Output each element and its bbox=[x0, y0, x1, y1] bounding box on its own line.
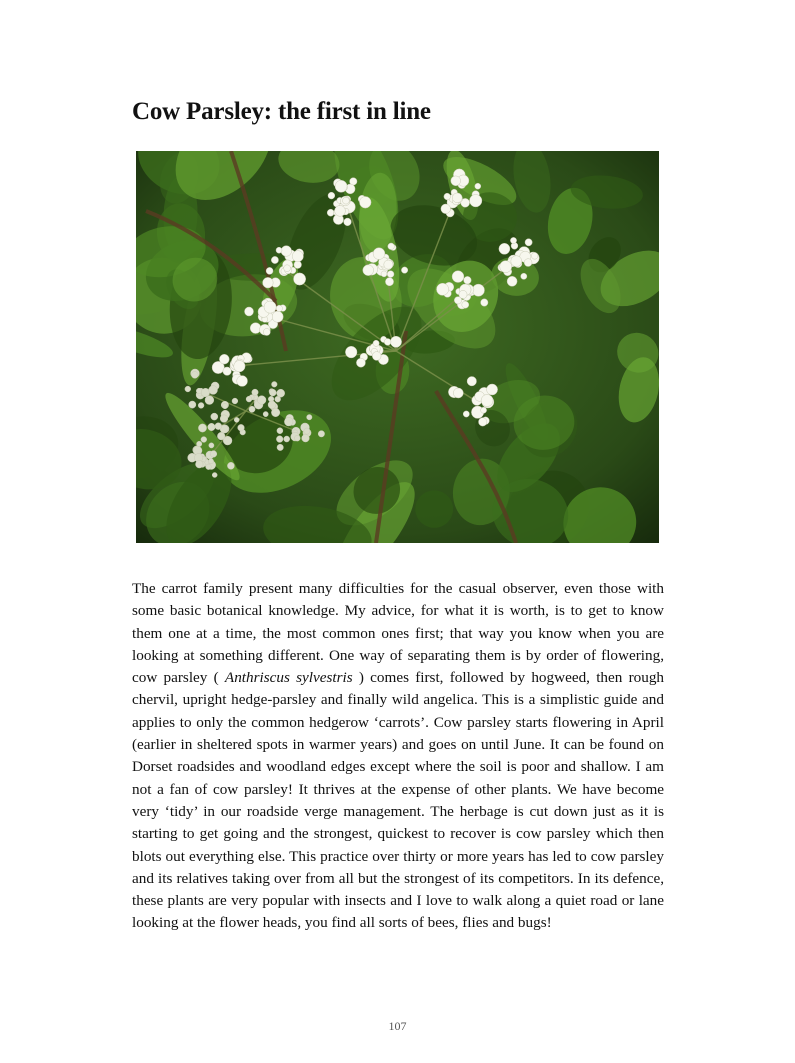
floret bbox=[223, 367, 231, 375]
floret bbox=[464, 276, 472, 284]
floret bbox=[304, 428, 310, 434]
floret bbox=[277, 389, 285, 397]
floret bbox=[271, 408, 279, 416]
floret bbox=[237, 376, 248, 387]
floret bbox=[277, 428, 283, 434]
floret bbox=[264, 301, 276, 313]
floret bbox=[525, 239, 532, 246]
floret bbox=[219, 354, 229, 364]
floret bbox=[387, 271, 394, 278]
species-name: Anthriscus sylvestris bbox=[224, 669, 353, 687]
floret bbox=[189, 401, 196, 408]
body-paragraph bbox=[132, 578, 664, 935]
floret bbox=[294, 273, 306, 285]
floret bbox=[209, 443, 214, 448]
floret bbox=[335, 180, 347, 192]
floret bbox=[208, 423, 215, 430]
floret bbox=[271, 256, 278, 263]
floret bbox=[463, 411, 469, 417]
floret bbox=[269, 389, 276, 396]
floret bbox=[250, 323, 261, 334]
floret bbox=[507, 276, 517, 286]
floret bbox=[459, 290, 467, 298]
floret bbox=[201, 388, 209, 396]
floret bbox=[232, 398, 238, 404]
floret bbox=[373, 340, 379, 346]
floret bbox=[201, 437, 207, 443]
floret bbox=[372, 352, 381, 361]
floret bbox=[234, 361, 245, 372]
floret bbox=[276, 247, 282, 253]
floret bbox=[292, 251, 303, 262]
floret bbox=[328, 192, 335, 199]
floret bbox=[249, 406, 255, 412]
floret bbox=[234, 417, 239, 422]
floret bbox=[220, 415, 228, 423]
floret bbox=[268, 401, 276, 409]
floret bbox=[266, 267, 273, 274]
floret bbox=[467, 377, 476, 386]
floret bbox=[356, 358, 365, 367]
floret bbox=[487, 384, 498, 395]
floret bbox=[212, 473, 217, 478]
floret bbox=[345, 346, 357, 358]
floret bbox=[284, 436, 290, 442]
floret bbox=[363, 265, 374, 276]
floret bbox=[263, 412, 268, 417]
floret bbox=[437, 283, 449, 295]
floret bbox=[277, 444, 283, 450]
page-number: 107 bbox=[388, 1019, 407, 1033]
floret bbox=[344, 218, 352, 226]
floret bbox=[276, 436, 283, 443]
floret bbox=[500, 261, 512, 273]
body-text-part-2: ) comes first, followed by hogweed, then rough chervil, upright hedge-parsley and finally wild angelica. This is a simplistic guide and applies to only the common hedgerow ‘carrots’. Cow parsley starts flowering in April (earlier in sheltered spots in warmer years) and goes on until June. It can be found on Dorset roadsides and woodland edges except where the soil is poor and shallow. I am not a fan of cow parsley! It thrives at the expense of other plants. We have become very ‘tidy’ in our roadside verge management. The herbage is cut down just as it is starting to get going and the strongest, quickest to recover is cow parsley which then blots out everything else. This practice over thirty or more years has led to cow parsley and its relatives taking over from all but the strongest of its competitors. In its defence, these plants are very popular with insects and I love to walk along a quiet road or lane looking at the flower heads, you find all sorts of bees, flies and bugs! bbox=[132, 669, 665, 932]
floret bbox=[384, 260, 393, 269]
floret bbox=[390, 336, 401, 347]
floret bbox=[210, 451, 217, 458]
floret bbox=[198, 424, 206, 432]
floret bbox=[524, 259, 532, 267]
floret bbox=[281, 246, 292, 257]
floret bbox=[252, 389, 258, 395]
floret bbox=[263, 329, 270, 336]
floret bbox=[479, 418, 487, 426]
floret bbox=[197, 441, 202, 446]
floret bbox=[238, 424, 245, 431]
floret bbox=[275, 396, 281, 402]
floret bbox=[318, 431, 324, 437]
floret bbox=[470, 195, 482, 207]
floret bbox=[481, 299, 488, 306]
floret bbox=[284, 265, 291, 272]
floret bbox=[401, 267, 407, 273]
floret bbox=[196, 388, 201, 393]
floret bbox=[217, 432, 225, 440]
floret bbox=[452, 193, 462, 203]
floret bbox=[385, 278, 393, 286]
floret bbox=[272, 382, 278, 388]
floret bbox=[302, 434, 310, 442]
floret bbox=[451, 176, 461, 186]
floret bbox=[511, 256, 522, 267]
floret bbox=[227, 462, 234, 469]
floret bbox=[472, 284, 484, 296]
floret bbox=[246, 396, 252, 402]
floret bbox=[360, 197, 372, 209]
floret bbox=[205, 396, 214, 405]
floret bbox=[343, 197, 350, 204]
floret bbox=[276, 305, 282, 311]
floret bbox=[257, 396, 266, 405]
floret bbox=[191, 372, 198, 379]
floret bbox=[327, 209, 334, 216]
floret bbox=[335, 206, 346, 217]
floret bbox=[499, 243, 510, 254]
floret bbox=[531, 253, 538, 260]
floret bbox=[462, 301, 469, 308]
floret bbox=[198, 403, 204, 409]
floret bbox=[222, 403, 227, 408]
floret bbox=[510, 237, 516, 243]
floret bbox=[481, 407, 487, 413]
floret bbox=[521, 273, 527, 279]
floret bbox=[388, 243, 395, 250]
floret bbox=[294, 435, 300, 441]
floret bbox=[384, 339, 391, 346]
body-text-part-1: The carrot family present many difficulties for the casual observer, even those with some basic botanical knowledge. My advice, for what it is worth, is to get to know them one at a time, the most common ones first; that way you know when you are looking at something different. One way of separating them is by order of flowering, cow parsley ( bbox=[132, 580, 664, 687]
floret bbox=[272, 311, 283, 322]
floret bbox=[307, 415, 312, 420]
floret bbox=[381, 271, 387, 277]
photo-illustration bbox=[136, 151, 659, 543]
floret bbox=[453, 388, 463, 398]
floret bbox=[481, 395, 493, 407]
floret bbox=[215, 423, 222, 430]
floret bbox=[208, 459, 213, 464]
floret bbox=[263, 277, 274, 288]
floret bbox=[245, 307, 254, 316]
floret bbox=[211, 413, 218, 420]
floret bbox=[475, 183, 481, 189]
page-title: Cow Parsley: the first in line bbox=[132, 98, 431, 125]
floret bbox=[284, 417, 293, 426]
floret bbox=[185, 386, 191, 392]
cow-parsley-photo bbox=[136, 151, 659, 543]
floret bbox=[206, 464, 212, 470]
floret bbox=[373, 248, 385, 260]
floret bbox=[209, 386, 218, 395]
floret bbox=[441, 204, 451, 214]
floret bbox=[444, 193, 451, 200]
floret bbox=[452, 271, 464, 283]
floret bbox=[196, 460, 204, 468]
